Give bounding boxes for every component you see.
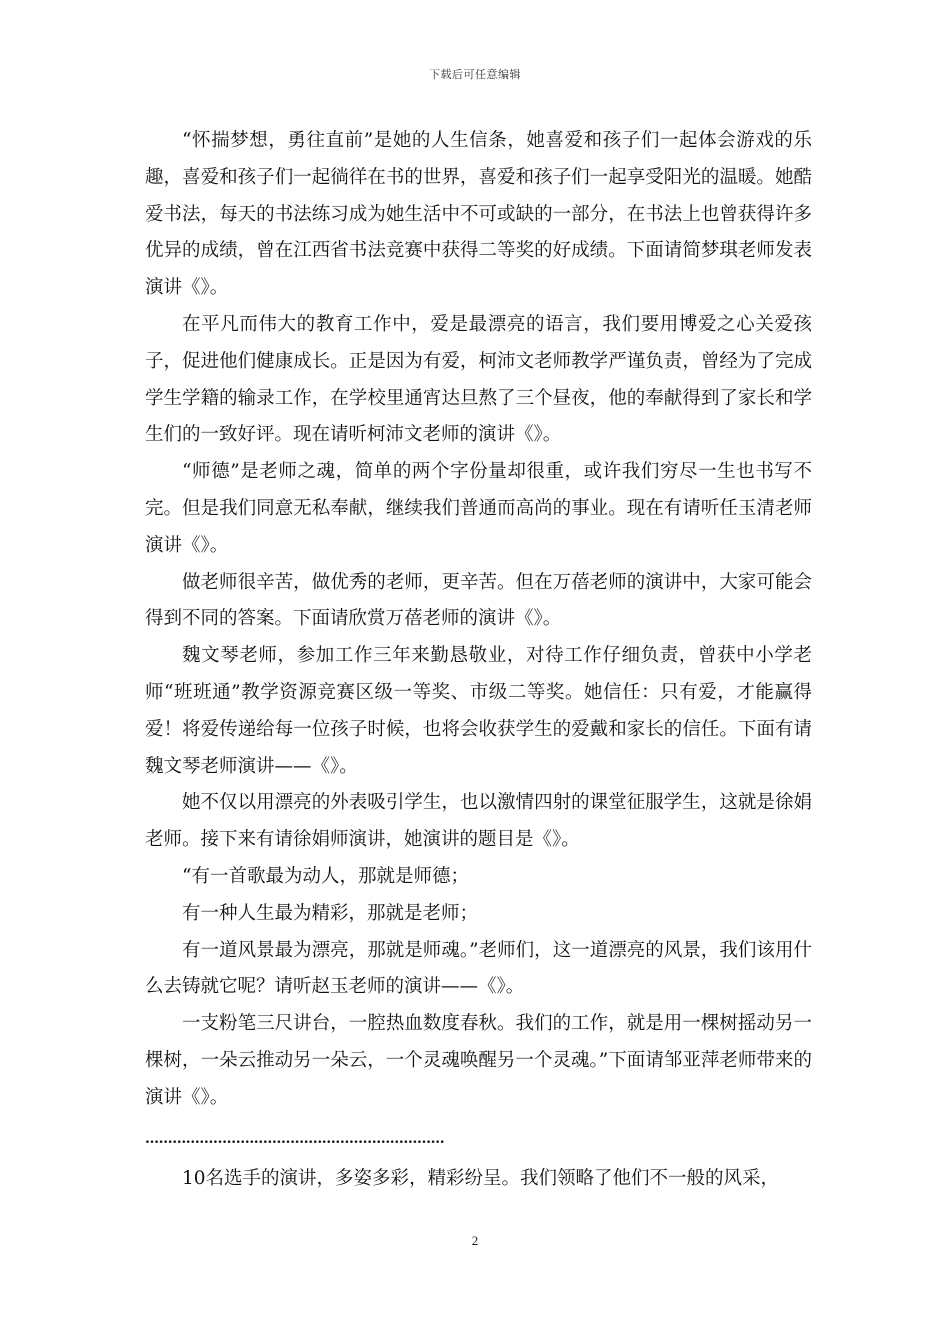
- paragraph-xu-juan-intro: 她不仅以用漂亮的外表吸引学生，也以激情四射的课堂征服学生，这就是徐娟老师。接下来有请徐娟师演讲，她演讲的题目是《》。: [145, 792, 812, 851]
- ellipsis-separator: …………………………………………………………: [145, 1130, 445, 1147]
- paragraph-wei-wenqin-intro: 魏文琴老师，参加工作三年来勤恳敬业，对待工作仔细负责，曾获中小学老师“班班通”教学资源竞赛区级一等奖、市级二等奖。她信任：只有爱，才能赢得爱！将爱传递给每一位孩子时候，也将会收获学生的爱戴和家长的信任。下面有请魏文琴老师演讲——《》。: [145, 645, 812, 777]
- poem-line-1: “有一首歌最为动人，那就是师德；: [182, 865, 469, 887]
- page-number: 2: [471, 1233, 479, 1248]
- paragraph-zou-yaping-intro: 一支粉笔三尺讲台，一腔热血数度春秋。我们的工作，就是用一棵树摇动另一棵树，一朵云推动另一朵云，一个灵魂唤醒另一个灵魂。”下面请邹亚萍老师带来的演讲《》。: [145, 1013, 812, 1108]
- paragraph-wan-bei-intro: 做老师很辛苦，做优秀的老师，更辛苦。但在万蓓老师的演讲中，大家可能会得到不同的答案。下面请欣赏万蓓老师的演讲《》。: [145, 571, 812, 630]
- paragraph-closing: 10名选手的演讲，多姿多彩，精彩纷呈。我们领略了他们不一般的风采，: [182, 1167, 780, 1189]
- page-header: 下载后可任意编辑: [429, 68, 521, 81]
- paragraph-ren-yuqing-intro: “师德”是老师之魂，简单的两个字份量却很重，或许我们穷尽一生也书写不完。但是我们同意无私奉献，继续我们普通而高尚的事业。现在有请听任玉清老师演讲《》。: [145, 461, 812, 556]
- document-body: [145, 123, 812, 1197]
- paragraph-zhao-yu-intro: 有一道风景最为漂亮，那就是师魂。”老师们，这一道漂亮的风景，我们该用什么去铸就它呢？请听赵玉老师的演讲——《》。: [145, 939, 812, 998]
- paragraph-ke-peiwen-intro: 在平凡而伟大的教育工作中，爱是最漂亮的语言，我们要用博爱之心关爱孩子，促进他们健康成长。正是因为有爱，柯沛文老师教学严谨负责，曾经为了完成学生学籍的输录工作，在学校里通宵达旦熬了三个昼夜，他的奉献得到了家长和学生们的一致好评。现在请听柯沛文老师的演讲《》。: [145, 313, 812, 446]
- paragraph-jian-mengqi-intro: “怀揣梦想，勇往直前”是她的人生信条，她喜爱和孩子们一起体会游戏的乐趣，喜爱和孩子们一起徜徉在书的世界，喜爱和孩子们一起享受阳光的温暖。她酷爱书法，每天的书法练习成为她生活中不可或缺的一部分，在书法上也曾获得许多优异的成绩，曾在江西省书法竞赛中获得二等奖的好成绩。下面请简梦琪老师发表演讲《》。: [145, 130, 812, 299]
- poem-line-2: 有一种人生最为精彩，那就是老师；: [182, 902, 479, 924]
